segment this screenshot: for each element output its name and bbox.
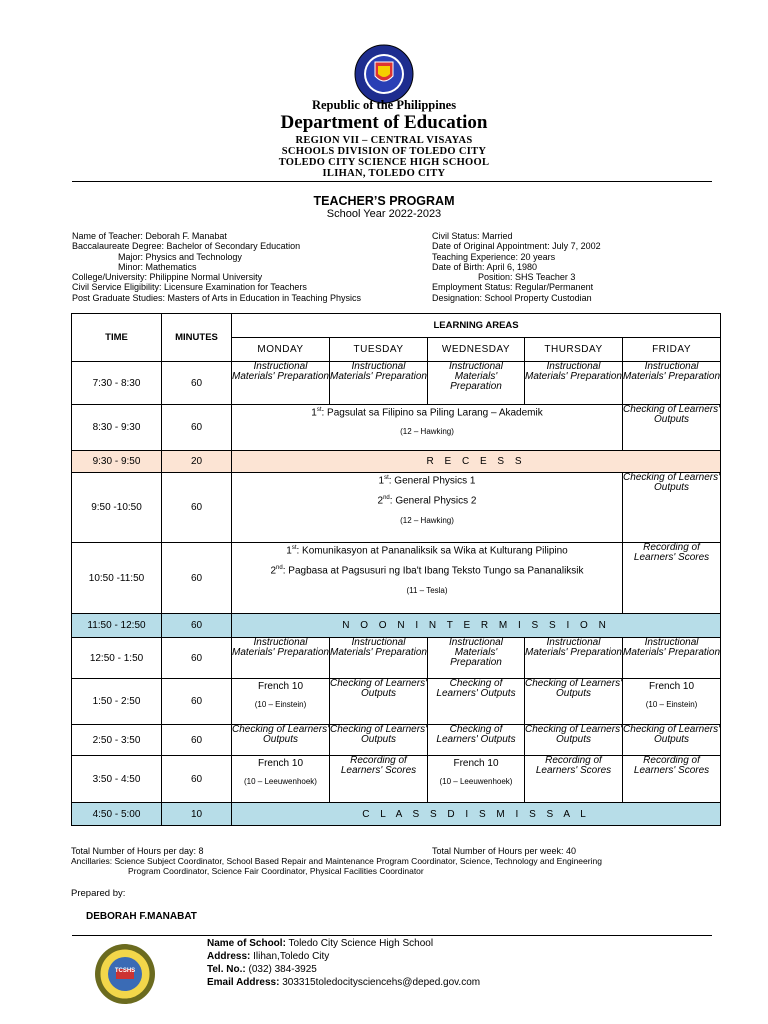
semester-suffix: nd — [383, 495, 390, 502]
email-label: Email Address: — [207, 977, 280, 988]
activity-cell: Checking of Learners' Outputs — [330, 725, 428, 756]
school-logo — [94, 943, 156, 1005]
minutes-cell: 60 — [162, 614, 232, 638]
info-name: Name of Teacher: Deborah F. Manabat — [72, 231, 227, 241]
subject-cell — [232, 679, 330, 725]
info-major: Major: Physics and Technology — [118, 251, 242, 262]
info-position: Position: SHS Teacher 3 — [478, 272, 576, 283]
division-line: SCHOOLS DIVISION OF TOLEDO CITY — [281, 146, 487, 157]
minutes-header: MINUTES — [162, 314, 232, 362]
activity-cell: Recording of Learners' Scores — [623, 756, 721, 803]
info-postgrad: Post Graduate Studies: Masters of Arts in Education in Teaching Physics — [72, 292, 361, 303]
info-civil-status: Civil Status: Married — [432, 231, 513, 241]
school-logo-text: TCSHS — [114, 968, 136, 974]
prepared-by-label: Prepared by: — [71, 888, 126, 899]
minutes-cell: 60 — [162, 473, 232, 543]
semester-number: 2 — [377, 495, 384, 507]
semester-number: 1 — [286, 545, 292, 557]
minutes-cell: 10 — [162, 803, 232, 826]
info-eligibility: Civil Service Eligibility: Licensure Examination for Teachers — [72, 282, 307, 293]
dismissal-row — [72, 803, 721, 826]
time-cell: 11:50 - 12:50 — [72, 614, 162, 638]
info-minor: Minor: Mathematics — [118, 261, 197, 272]
info-degree: Baccalaureate Degree: Bachelor of Secondary Education — [72, 241, 301, 252]
semester-number: 1 — [311, 407, 317, 419]
activity-cell: Checking of Learners' Outputs — [428, 679, 525, 725]
time-header: TIME — [72, 314, 162, 362]
deped-seal — [354, 44, 414, 104]
semester-number: 2 — [270, 565, 277, 577]
info-experience: Teaching Experience: 20 years — [432, 251, 556, 262]
table-row — [72, 679, 721, 725]
address-value: Ilihan,Toledo City — [253, 951, 330, 962]
minutes-cell: 60 — [162, 405, 232, 451]
subject-name: : General Physics 2 — [389, 495, 477, 507]
day-tuesday: TUESDAY — [330, 338, 428, 362]
time-cell: 1:50 - 2:50 — [72, 679, 162, 725]
info-birth: Date of Birth: April 6, 1980 — [432, 261, 538, 272]
semester-suffix: st — [384, 475, 389, 481]
section-label: (10 – Einstein) — [254, 700, 307, 709]
semester-suffix: st — [316, 407, 322, 413]
subject-cell — [232, 473, 623, 543]
table-row — [72, 725, 721, 756]
subject-name: French 10 — [257, 758, 304, 769]
subject-name: : Pagbasa at Pagsusuri ng Iba't Ibang Teksto Tungo sa Pananaliksik — [282, 565, 584, 577]
activity-cell: Checking of Learners' Outputs — [232, 725, 330, 756]
semester-suffix: st — [291, 545, 297, 551]
table-row — [72, 473, 721, 543]
table-row — [72, 405, 721, 451]
info-college: College/University: Philippine Normal University — [72, 272, 263, 283]
day-thursday: THURSDAY — [525, 338, 623, 362]
address-label: Address: — [207, 951, 251, 962]
table-row — [72, 638, 721, 679]
activity-cell: Instructional Materials' Preparation — [330, 362, 428, 405]
subject-name: : Pagsulat sa Filipino sa Piling Larang – Akademik — [321, 407, 543, 419]
department-heading: Department of Education — [280, 112, 488, 133]
activity-cell: Instructional Materials' Preparation — [623, 362, 721, 405]
teacher-info-right — [432, 231, 712, 303]
hours-per-week: Total Number of Hours per week: 40 — [432, 846, 577, 856]
subject-name: French 10 — [649, 681, 695, 692]
activity-cell: Instructional Materials' Preparation — [525, 638, 623, 679]
minutes-cell: 60 — [162, 679, 232, 725]
hours-per-day: Total Number of Hours per day: 8 — [71, 846, 204, 856]
activity-cell: Checking of Learners' Outputs — [525, 679, 623, 725]
teacher-info-left — [72, 231, 432, 303]
activity-cell: Instructional Materials' Preparation — [232, 638, 330, 679]
header-divider — [72, 181, 712, 182]
minutes-cell: 60 — [162, 362, 232, 405]
activity-cell: Checking of Learners' Outputs — [525, 725, 623, 756]
region-line: REGION VII – CENTRAL VISAYAS — [295, 135, 473, 146]
day-monday: MONDAY — [232, 338, 330, 362]
activity-cell: Recording of Learners' Scores — [525, 756, 623, 803]
time-cell: 8:30 - 9:30 — [72, 405, 162, 451]
minutes-cell: 60 — [162, 725, 232, 756]
section-label: (10 – Einstein) — [645, 700, 698, 709]
semester-suffix: nd — [276, 565, 283, 572]
footer-divider — [72, 935, 712, 936]
recess-label: R E C E S S — [232, 451, 721, 473]
activity-cell: Instructional Materials' Preparation — [428, 362, 525, 405]
time-cell: 2:50 - 3:50 — [72, 725, 162, 756]
tel-label: Tel. No.: — [207, 964, 246, 975]
time-cell: 9:50 -10:50 — [72, 473, 162, 543]
activity-cell: Checking of Learners' Outputs — [330, 679, 428, 725]
school-value: Toledo City Science High School — [288, 938, 434, 949]
intermission-label: N O O N I N T E R M I S S I O N — [232, 614, 721, 638]
school-label: Name of School: — [207, 938, 286, 949]
day-wednesday: WEDNESDAY — [428, 338, 525, 362]
subject-cell — [428, 756, 525, 803]
time-cell: 7:30 - 8:30 — [72, 362, 162, 405]
activity-cell: Instructional Materials' Preparation — [525, 362, 623, 405]
subject-name: French 10 — [257, 681, 304, 692]
time-cell: 10:50 -11:50 — [72, 543, 162, 614]
activity-cell: Checking of Learners' Outputs — [623, 725, 721, 756]
activity-cell: Recording of Learners' Scores — [623, 543, 721, 614]
activity-cell: Checking of Learners' Outputs — [623, 473, 721, 543]
subject-cell — [232, 543, 623, 614]
subject-name: : General Physics 1 — [388, 475, 476, 487]
footer-school — [207, 937, 433, 950]
school-line: TOLEDO CITY SCIENCE HIGH SCHOOL — [278, 157, 490, 168]
subject-name: French 10 — [453, 758, 499, 769]
section-label: (10 – Leeuwenhoek) — [244, 777, 317, 786]
subject-cell — [232, 405, 623, 451]
minutes-cell: 60 — [162, 756, 232, 803]
time-cell: 4:50 - 5:00 — [72, 803, 162, 826]
day-friday: FRIDAY — [623, 338, 721, 362]
minutes-cell: 60 — [162, 543, 232, 614]
dismissal-label: C L A S S D I S M I S S A L — [232, 803, 721, 826]
section-label: (11 – Tesla) — [406, 585, 448, 595]
time-cell: 9:30 - 9:50 — [72, 451, 162, 473]
activity-cell: Checking of Learners' Outputs — [428, 725, 525, 756]
school-year: School Year 2022-2023 — [326, 208, 442, 220]
activity-cell: Instructional Materials' Preparation — [623, 638, 721, 679]
semester-number: 1 — [378, 475, 385, 487]
activity-cell: Recording of Learners' Scores — [330, 756, 428, 803]
table-row — [72, 756, 721, 803]
minutes-cell: 60 — [162, 638, 232, 679]
intermission-row — [72, 614, 721, 638]
republic-heading: Republic of the Philippines — [311, 98, 457, 112]
footer-email — [207, 976, 480, 989]
ancillaries-line-1: Ancillaries: Science Subject Coordinator, School Based Repair and Maintenance Program Coordinator, Science, Technology and Engineering — [71, 856, 602, 866]
address-line: ILIHAN, TOLEDO CITY — [322, 168, 446, 179]
info-employment: Employment Status: Regular/Permanent — [432, 282, 594, 293]
footer-address — [207, 950, 329, 963]
learning-areas-header: LEARNING AREAS — [232, 314, 721, 338]
info-appointment: Date of Original Appointment: July 7, 2002 — [432, 241, 601, 252]
subject-cell — [623, 679, 721, 725]
footer-tel — [207, 963, 317, 976]
tel-value: (032) 384-3925 — [248, 964, 317, 975]
section-label: (12 – Hawking) — [400, 515, 454, 525]
subject-cell — [232, 756, 330, 803]
table-row — [72, 543, 721, 614]
subject-name: : Komunikasyon at Pananaliksik sa Wika at Kulturang Pilipino — [296, 545, 568, 557]
email-value: 303315toledocitysciencehs@deped.gov.com — [282, 977, 481, 988]
preparer-name: DEBORAH F.MANABAT — [86, 911, 197, 922]
minutes-cell: 20 — [162, 451, 232, 473]
table-row — [72, 362, 721, 405]
section-label: (10 – Leeuwenhoek) — [439, 777, 513, 786]
time-cell: 12:50 - 1:50 — [72, 638, 162, 679]
activity-cell: Instructional Materials' Preparation — [232, 362, 330, 405]
activity-cell: Checking of Learners' Outputs — [623, 405, 721, 451]
activity-cell: Instructional Materials' Preparation — [330, 638, 428, 679]
recess-row — [72, 451, 721, 473]
activity-cell: Instructional Materials' Preparation — [428, 638, 525, 679]
time-cell: 3:50 - 4:50 — [72, 756, 162, 803]
program-title: TEACHER’S PROGRAM — [313, 194, 455, 208]
info-designation: Designation: School Property Custodian — [432, 292, 592, 303]
section-label: (12 – Hawking) — [400, 427, 454, 437]
schedule-table — [71, 313, 721, 826]
ancillaries-line-2: Program Coordinator, Science Fair Coordinator, Physical Facilities Coordinator — [128, 866, 424, 876]
header-row — [72, 314, 721, 338]
